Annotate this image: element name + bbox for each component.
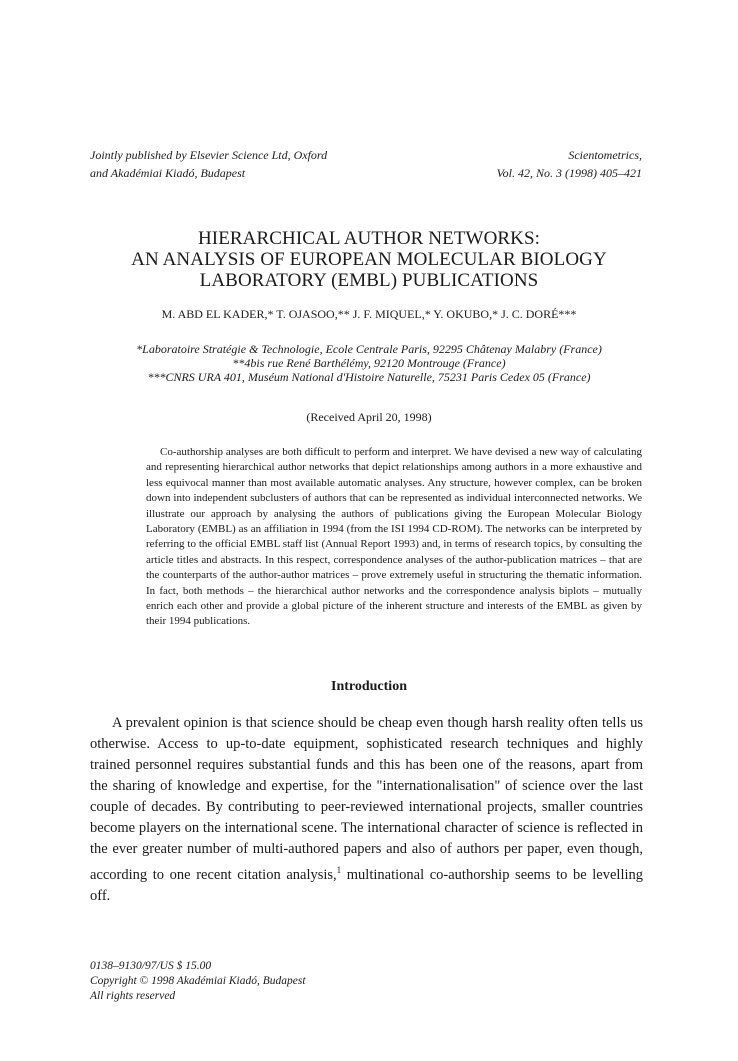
intro-text-part-1: A prevalent opinion is that science should be cheap even though harsh reality often tells us otherwise. Access to up-to-date equipment, sophisticated research techniques and highly trained personnel requires substantial funds and this has been one of the reasons, apart from the sharing of knowledge and expertise, for the "internationalisation" of science over the last couple of decades. By contributing to peer-reviewed international projects, smaller countries become players on the international scene. The international character of science is reflected in the ever greater number of multi-authored papers and also of authors per paper, even though, according to one recent citation analysis, — [90, 715, 643, 883]
affiliation-3: ***CNRS URA 401, Muséum National d'Histoire Naturelle, 75231 Paris Cedex 05 (France) — [147, 370, 591, 384]
abstract-text: Co-authorship analyses are both difficult to perform and interpret. We have devised a new way of calculating and representing hierarchical author networks that depict relationships among authors in a more exhaustive and less equivocal manner than most available automatic analyses. Any structure, however complex, can be broken down into independent subclusters of authors that can be represented as individual interconnected networks. We illustrate our approach by analysing the authors of publications giving the European Molecular Biology Laboratory (EMBL) as an affiliation in 1994 (from the ISI 1994 CD-ROM). The networks can be interpreted by referring to the official EMBL staff list (Annual Report 1993) and, in terms of research topics, by consulting the article titles and abstracts. In this respect, correspondence analyses of the author-publication matrices – that are the counterparts of the author-author matrices – prove extremely useful in structuring the thematic information. In fact, both methods – the hierarchical author networks and the correspondence analysis biplots – mutually enrich each other and provide a global picture of the inherent structure and interests of the EMBL as given by their 1994 publications. — [146, 446, 642, 628]
journal-name: Scientometrics, — [568, 148, 642, 162]
affiliation-2: **4bis rue René Barthélémy, 92120 Montrouge (France) — [232, 356, 506, 370]
rights-line: All rights reserved — [90, 990, 176, 1002]
intro-paragraph — [90, 713, 643, 907]
issn-line: 0138–9130/97/US $ 15.00 — [90, 960, 212, 972]
intro-text-part-2: multinational co-authorship seems to be levelling off. — [90, 866, 644, 904]
abstract — [146, 445, 642, 630]
publisher-line-1: Jointly published by Elsevier Science Ltd, Oxford — [90, 148, 328, 162]
publisher-line-2: and Akadémiai Kiadó, Budapest — [90, 166, 246, 180]
section-heading: Introduction — [331, 679, 407, 694]
title-line-3: LABORATORY (EMBL) PUBLICATIONS — [199, 270, 539, 291]
volume-info: Vol. 42, No. 3 (1998) 405–421 — [496, 166, 642, 180]
affiliation-1: *Laboratoire Stratégie & Technologie, Ecole Centrale Paris, 92295 Châtenay Malabry (France) — [136, 342, 602, 356]
footnote-ref[interactable]: 1 — [336, 865, 342, 875]
publisher-info — [90, 146, 327, 182]
copyright-line: Copyright © 1998 Akadémiai Kiadó, Budapest — [90, 975, 306, 987]
title-line-1: HIERARCHICAL AUTHOR NETWORKS: — [197, 228, 541, 249]
paper-title — [0, 228, 738, 291]
title-line-2: AN ANALYSIS OF EUROPEAN MOLECULAR BIOLOGY — [131, 249, 607, 270]
copyright-footer — [90, 959, 306, 1004]
author-list: M. ABD EL KADER,* T. OJASOO,** J. F. MIQUEL,* Y. OKUBO,* J. C. DORÉ*** — [161, 307, 577, 321]
affiliations — [0, 342, 738, 384]
received-date: (Received April 20, 1998) — [306, 410, 432, 424]
body-text — [90, 713, 643, 907]
citation-info — [497, 146, 642, 182]
